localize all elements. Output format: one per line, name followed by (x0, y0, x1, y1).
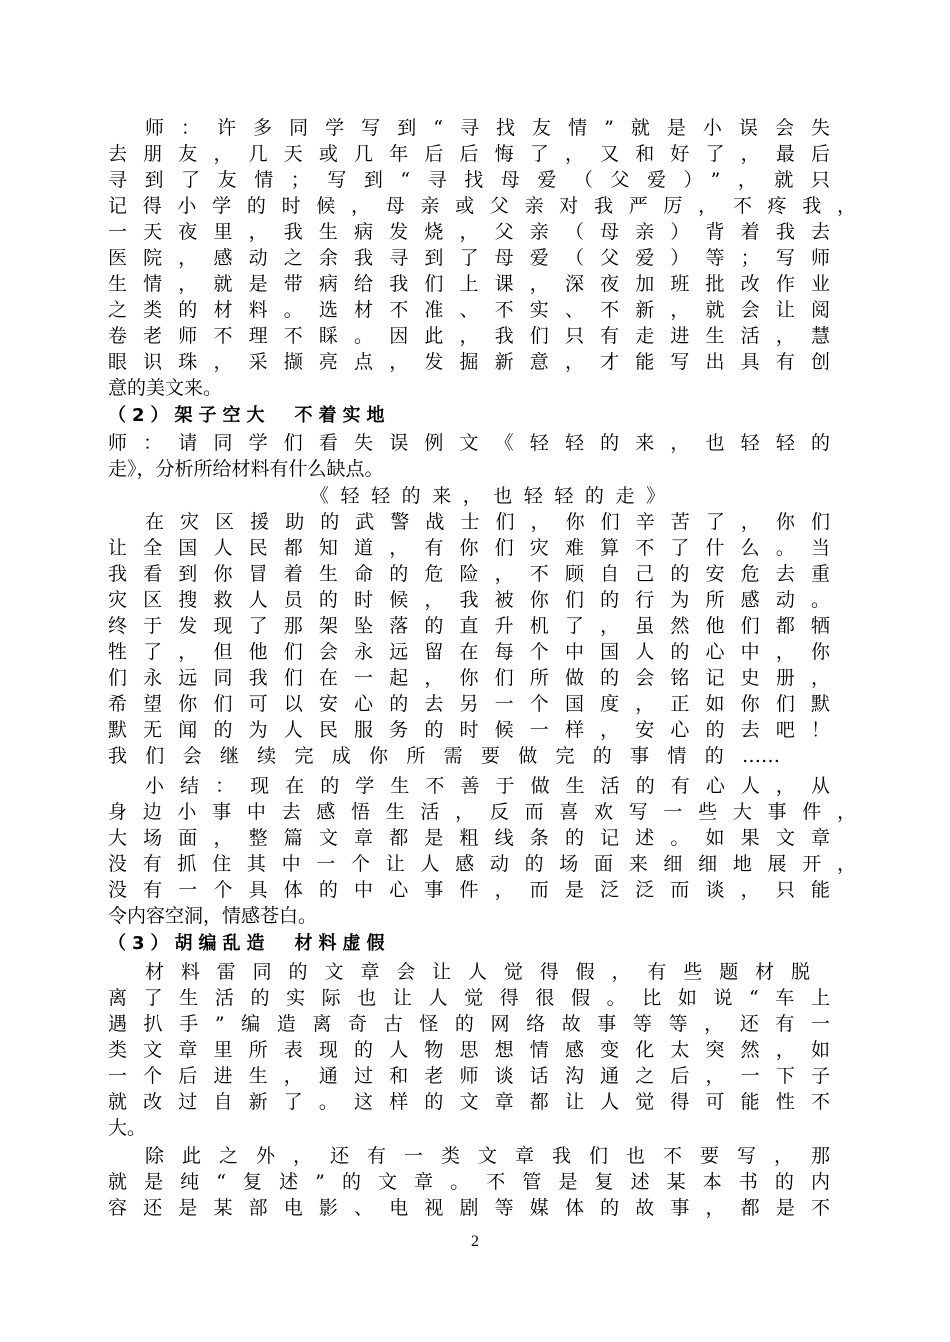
text-line: 大。 (108, 1117, 147, 1139)
text-line: 类文章里所表现的人物思想情感变化太突然，如 (108, 1039, 830, 1061)
text-line: 灾区搜救人员的时候，我被你们的行为所感动。 (108, 589, 830, 611)
text-line: 身边小事中去感悟生活，反而喜欢写一些大事件， (108, 801, 856, 823)
text-line: 生情，就是带病给我们上课，深夜加班批改作业 (108, 273, 830, 295)
text-line: 材料雷同的文章会让人觉得假，有些题材脱 (145, 961, 810, 983)
text-line: 就是纯“复述”的文章。不管是复述某本书的内 (108, 1171, 830, 1193)
text-line: 寻到了友情；写到“寻找母爱（父爱）”，就只 (108, 169, 830, 191)
text-line: 去朋友，几天或几年后后悔了，又和好了，最后 (108, 143, 830, 165)
text-line: 一个后进生，通过和老师谈话沟通之后，一下子 (108, 1065, 830, 1087)
text-line: 医院，感动之余我寻到了母爱（父爱）等；写师 (108, 247, 830, 269)
text-line: 我们会继续完成你所需要做完的事情的…… (108, 745, 780, 767)
text-line: 就改过自新了。这样的文章都让人觉得可能性不 (108, 1091, 830, 1113)
text-line: 没有一个具体的中心事件，而是泛泛而谈，只能 (108, 879, 830, 901)
text-line: 眼识珠，采撷亮点，发掘新意，才能写出具有创 (108, 351, 830, 373)
text-line: 默无闻的为人民服务的时候一样，安心的去吧！ (108, 719, 830, 741)
text-line: 让全国人民都知道，有你们灾难算不了什么。当 (108, 537, 830, 559)
text-line: 终于发现了那架坠落的直升机了，虽然他们都牺 (108, 615, 830, 637)
text-line: 令内容空洞，情感苍白。 (108, 905, 318, 927)
text-line: 一天夜里，我生病发烧，父亲（母亲）背着我去 (108, 221, 830, 243)
text-line: 没有抓住其中一个让人感动的场面来细细地展开， (108, 853, 856, 875)
text-line: 记得小学的时候，母亲或父亲对我严厉，不疼我， (108, 195, 856, 217)
text-line: 离了生活的实际也让人觉得很假。比如说“车上 (108, 987, 830, 1009)
text-line: 容还是某部电影、电视剧等媒体的故事，都是不 (108, 1197, 830, 1219)
page-number: 2 (471, 1233, 479, 1250)
essay-title: 《轻轻的来，也轻轻的走》 (310, 485, 665, 507)
text-line: 希望你们可以安心的去另一个国度，正如你们默 (108, 693, 830, 715)
text-line: 之类的材料。选材不准、不实、不新，就会让阅 (108, 299, 830, 321)
text-line: 除此之外，还有一类文章我们也不要写，那 (145, 1145, 830, 1167)
text-line: 意的美文来。 (108, 377, 223, 399)
text-line: 们永远同我们在一起，你们所做的会铭记史册， (108, 667, 830, 689)
text-line: 遇扒手”编造离奇古怪的网络故事等等，还有一 (108, 1013, 830, 1035)
text-line: 牲了，但他们会永远留在每个中国人的心中，你 (108, 641, 830, 663)
text-line: 在灾区援助的武警战士们，你们辛苦了，你们 (145, 511, 830, 533)
section-heading: （3）胡编乱造 材料虚假 (108, 933, 391, 954)
text-line: 小结：现在的学生不善于做生活的有心人，从 (145, 775, 830, 797)
text-line: 大场面，整篇文章都是粗线条的记述。如果文章 (108, 827, 830, 849)
text-line: 卷老师不理不睬。因此，我们只有走进生活，慧 (108, 325, 830, 347)
text-line: 走》，分析所给材料有什么缺点。 (108, 458, 384, 480)
text-line: 师：请同学们看失误例文《轻轻的来，也轻轻的 (108, 432, 830, 454)
text-line: 我看到你冒着生命的危险，不顾自己的安危去重 (108, 563, 830, 585)
text-line: 师：许多同学写到“寻找友情”就是小误会失 (145, 117, 830, 139)
section-heading: （2）架子空大 不着实地 (108, 405, 391, 426)
